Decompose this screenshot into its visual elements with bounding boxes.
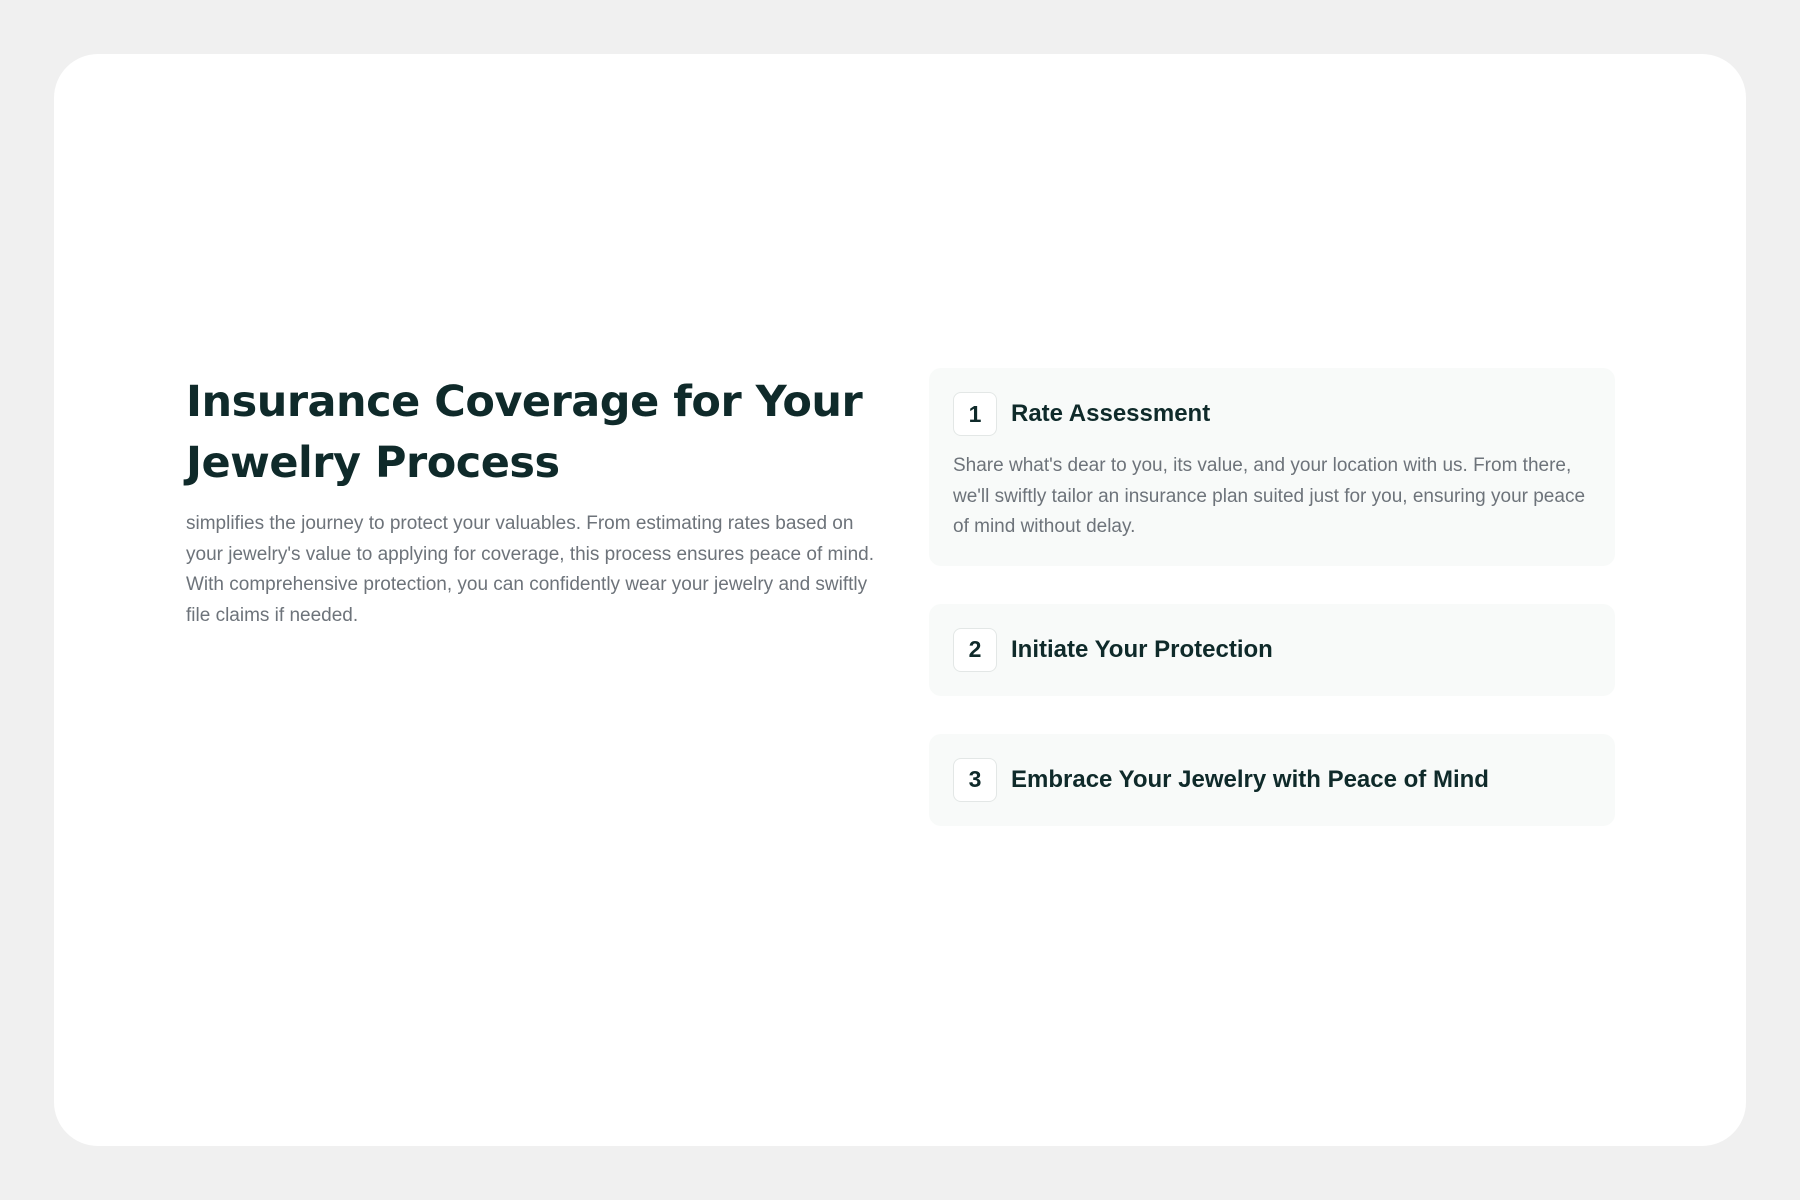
- hero-section: [186, 372, 876, 631]
- page-description: simplifies the journey to protect your valuables. From estimating rates based on your jewelry's value to applying for coverage, this process ensures peace of mind. With comprehensive protection, you can confidently wear your jewelry and swiftly file claims if needed.: [186, 513, 874, 626]
- step-number-badge: 1: [953, 392, 997, 436]
- step-number-badge: 3: [953, 758, 997, 802]
- step-description: Share what's dear to you, its value, and your location with us. From there, we'll swiftly tailor an insurance plan suited just for you, ensuring your peace of mind without delay.: [953, 455, 1586, 537]
- step-title: Embrace Your Jewelry with Peace of Mind: [1011, 765, 1489, 793]
- content-card: [54, 54, 1746, 1146]
- step-header[interactable]: [953, 757, 1591, 803]
- step-title: Rate Assessment: [1011, 400, 1211, 427]
- step-number-badge: 2: [953, 628, 997, 672]
- step-header[interactable]: [953, 391, 1591, 437]
- step-title: Initiate Your Protection: [1011, 635, 1273, 663]
- step-item-rate-assessment[interactable]: [929, 368, 1615, 566]
- steps-list: [929, 368, 1615, 864]
- step-item-embrace-jewelry[interactable]: [929, 734, 1615, 826]
- step-header[interactable]: [953, 627, 1591, 673]
- page-title: Insurance Coverage for Your Jewelry Process: [186, 377, 863, 488]
- step-item-initiate-protection[interactable]: [929, 604, 1615, 696]
